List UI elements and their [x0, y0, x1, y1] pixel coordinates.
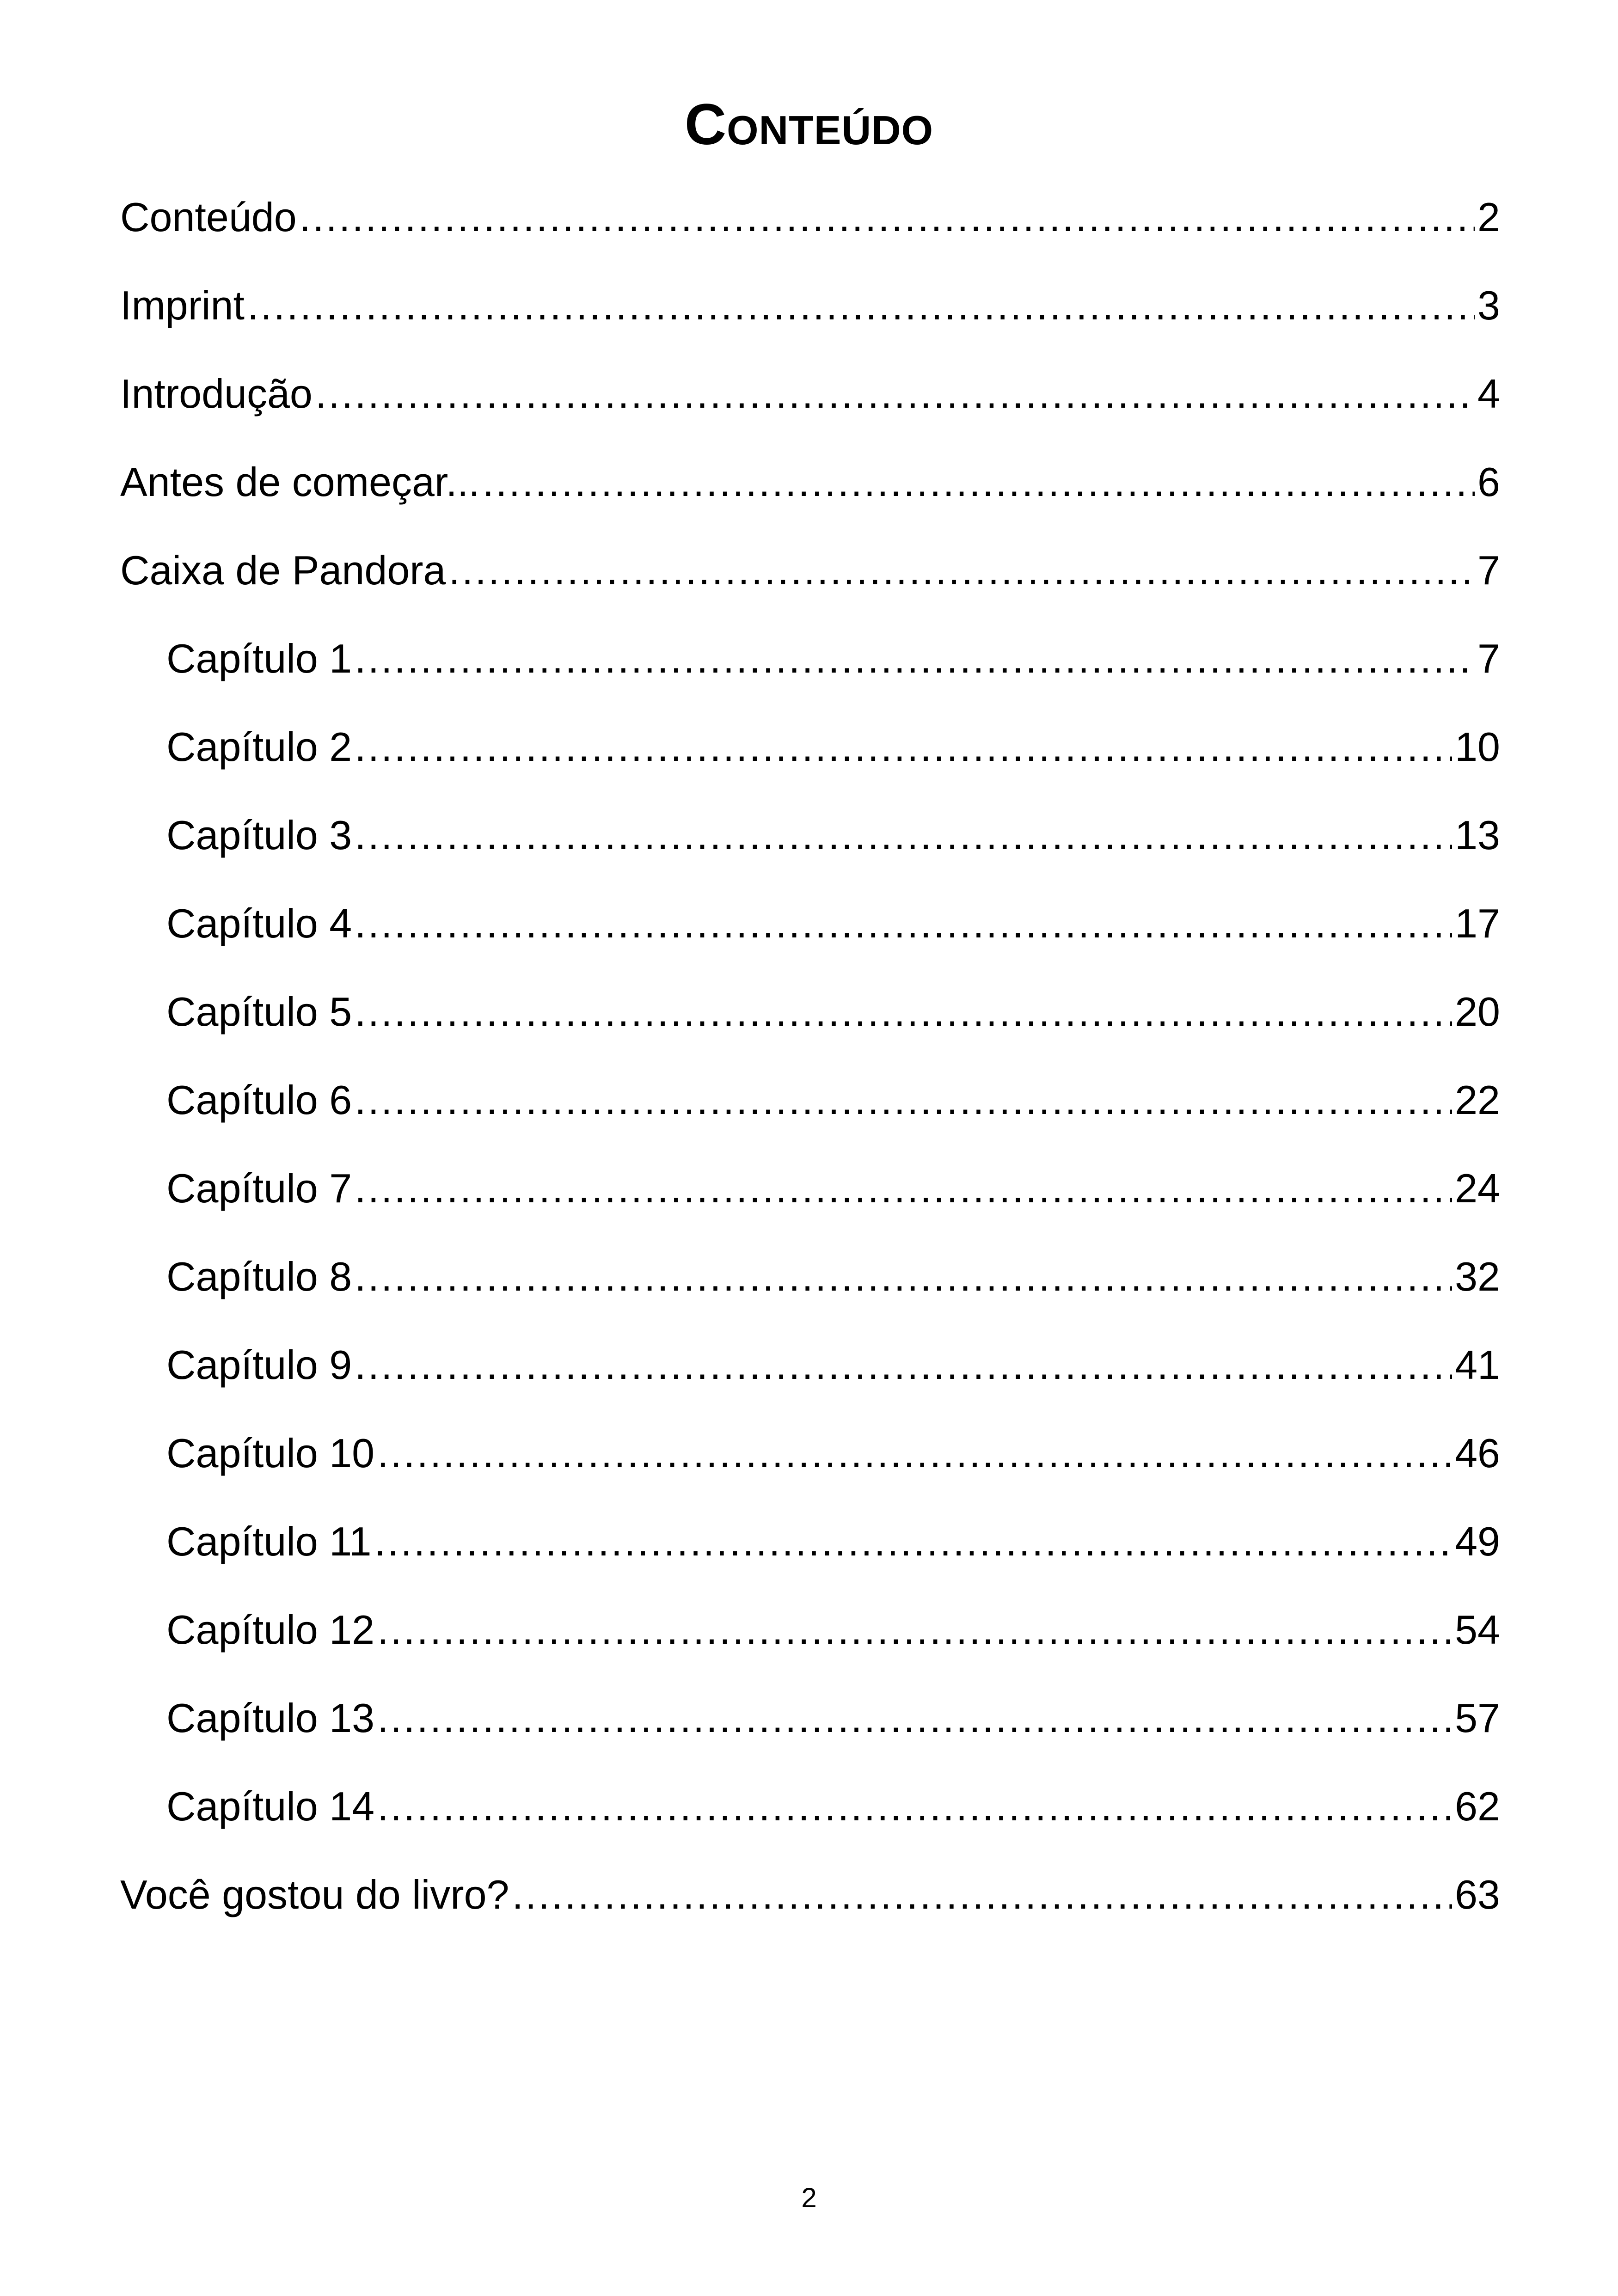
toc-entry-page: 17: [1455, 900, 1500, 946]
toc-dot-leader: [355, 712, 1452, 782]
toc-dot-leader: [315, 359, 1475, 429]
toc-entry-label: Você gostou do livro?: [120, 1872, 509, 1917]
toc-dot-leader: [355, 977, 1452, 1047]
toc-entry-label: Capítulo 2: [166, 724, 352, 770]
toc-entry-label: Capítulo 11: [166, 1518, 372, 1564]
toc-entry[interactable]: [120, 1419, 1500, 1507]
toc-entry-page: 49: [1455, 1518, 1500, 1564]
toc-dot-leader: [355, 1065, 1452, 1135]
toc-entry-label: Capítulo 8: [166, 1254, 352, 1299]
toc-entry[interactable]: [120, 183, 1500, 271]
toc-dot-leader: [355, 1330, 1452, 1400]
toc-entry-label: Conteúdo: [120, 194, 297, 240]
toc-entry[interactable]: [120, 271, 1500, 359]
toc-entry-page: 63: [1455, 1872, 1500, 1917]
toc-entry[interactable]: [120, 1154, 1500, 1242]
toc-entry-label: Capítulo 5: [166, 989, 352, 1035]
toc-entry[interactable]: [120, 536, 1500, 624]
toc-entry-label: Caixa de Pandora: [120, 547, 446, 593]
toc-dot-leader: [448, 536, 1475, 605]
toc-entry-label: Capítulo 12: [166, 1607, 375, 1653]
toc-entry-page: 62: [1455, 1783, 1500, 1829]
toc-dot-leader: [300, 183, 1475, 252]
toc-dot-leader: [374, 1507, 1453, 1576]
toc-dot-leader: [355, 1154, 1452, 1223]
toc-entry[interactable]: [120, 1860, 1500, 1948]
toc-entry[interactable]: [120, 1242, 1500, 1330]
toc-entry-page: 41: [1455, 1342, 1500, 1388]
toc-dot-leader: [377, 1419, 1452, 1488]
footer-page-number: 2: [801, 2182, 817, 2213]
toc-entry-label: Capítulo 10: [166, 1430, 375, 1476]
toc-entry[interactable]: [120, 712, 1500, 801]
toc-entry-label: Capítulo 3: [166, 812, 352, 858]
toc-entry-page: 32: [1455, 1254, 1500, 1299]
toc-entry[interactable]: [120, 1330, 1500, 1419]
toc-entry-label: Capítulo 9: [166, 1342, 352, 1388]
toc-entry-label: Capítulo 13: [166, 1695, 375, 1741]
toc-entry-page: 4: [1477, 371, 1500, 416]
toc-dot-leader: [377, 1684, 1452, 1753]
toc-entry[interactable]: [120, 359, 1500, 447]
toc-entry[interactable]: [120, 1772, 1500, 1860]
toc-dot-leader: [355, 889, 1452, 958]
toc-entry-page: 57: [1455, 1695, 1500, 1741]
toc-entry[interactable]: [120, 1595, 1500, 1684]
toc-dot-leader: [377, 1595, 1452, 1665]
toc-entry-page: 6: [1477, 459, 1500, 505]
toc-entry-page: 10: [1455, 724, 1500, 770]
toc-entry-page: 7: [1477, 636, 1500, 681]
toc-dot-leader: [377, 1772, 1452, 1841]
toc-entry-label: Imprint: [120, 282, 245, 328]
toc-entry-page: 13: [1455, 812, 1500, 858]
toc-entry-page: 22: [1455, 1077, 1500, 1123]
toc-entry-page: 20: [1455, 989, 1500, 1035]
toc-entry-label: Capítulo 14: [166, 1783, 375, 1829]
toc-title: Conteúdo: [684, 92, 934, 157]
toc-entry[interactable]: [120, 801, 1500, 889]
toc-dot-leader: [483, 447, 1475, 517]
toc-dot-leader: [247, 271, 1475, 340]
toc-entry[interactable]: [120, 977, 1500, 1065]
toc-entry-page: 3: [1477, 282, 1500, 328]
toc-entry-label: Introdução: [120, 371, 313, 416]
toc-entry-page: 24: [1455, 1165, 1500, 1211]
toc-entry[interactable]: [120, 624, 1500, 712]
table-of-contents: [120, 183, 1500, 1948]
toc-entry-page: 7: [1477, 547, 1500, 593]
toc-dot-leader: [512, 1860, 1452, 1929]
toc-dot-leader: [355, 801, 1452, 870]
toc-entry-label: Capítulo 6: [166, 1077, 352, 1123]
toc-entry-page: 2: [1477, 194, 1500, 240]
toc-entry-page: 46: [1455, 1430, 1500, 1476]
toc-entry-page: 54: [1455, 1607, 1500, 1653]
toc-entry[interactable]: [120, 889, 1500, 977]
toc-entry-label: Capítulo 1: [166, 636, 352, 681]
toc-dot-leader: [355, 624, 1475, 693]
toc-entry[interactable]: [120, 1507, 1500, 1595]
toc-entry-label: Capítulo 4: [166, 900, 352, 946]
toc-dot-leader: [355, 1242, 1452, 1311]
toc-entry[interactable]: [120, 447, 1500, 536]
toc-entry-label: Capítulo 7: [166, 1165, 352, 1211]
toc-entry[interactable]: [120, 1684, 1500, 1772]
toc-entry[interactable]: [120, 1065, 1500, 1154]
toc-entry-label: Antes de começar...: [120, 459, 480, 505]
